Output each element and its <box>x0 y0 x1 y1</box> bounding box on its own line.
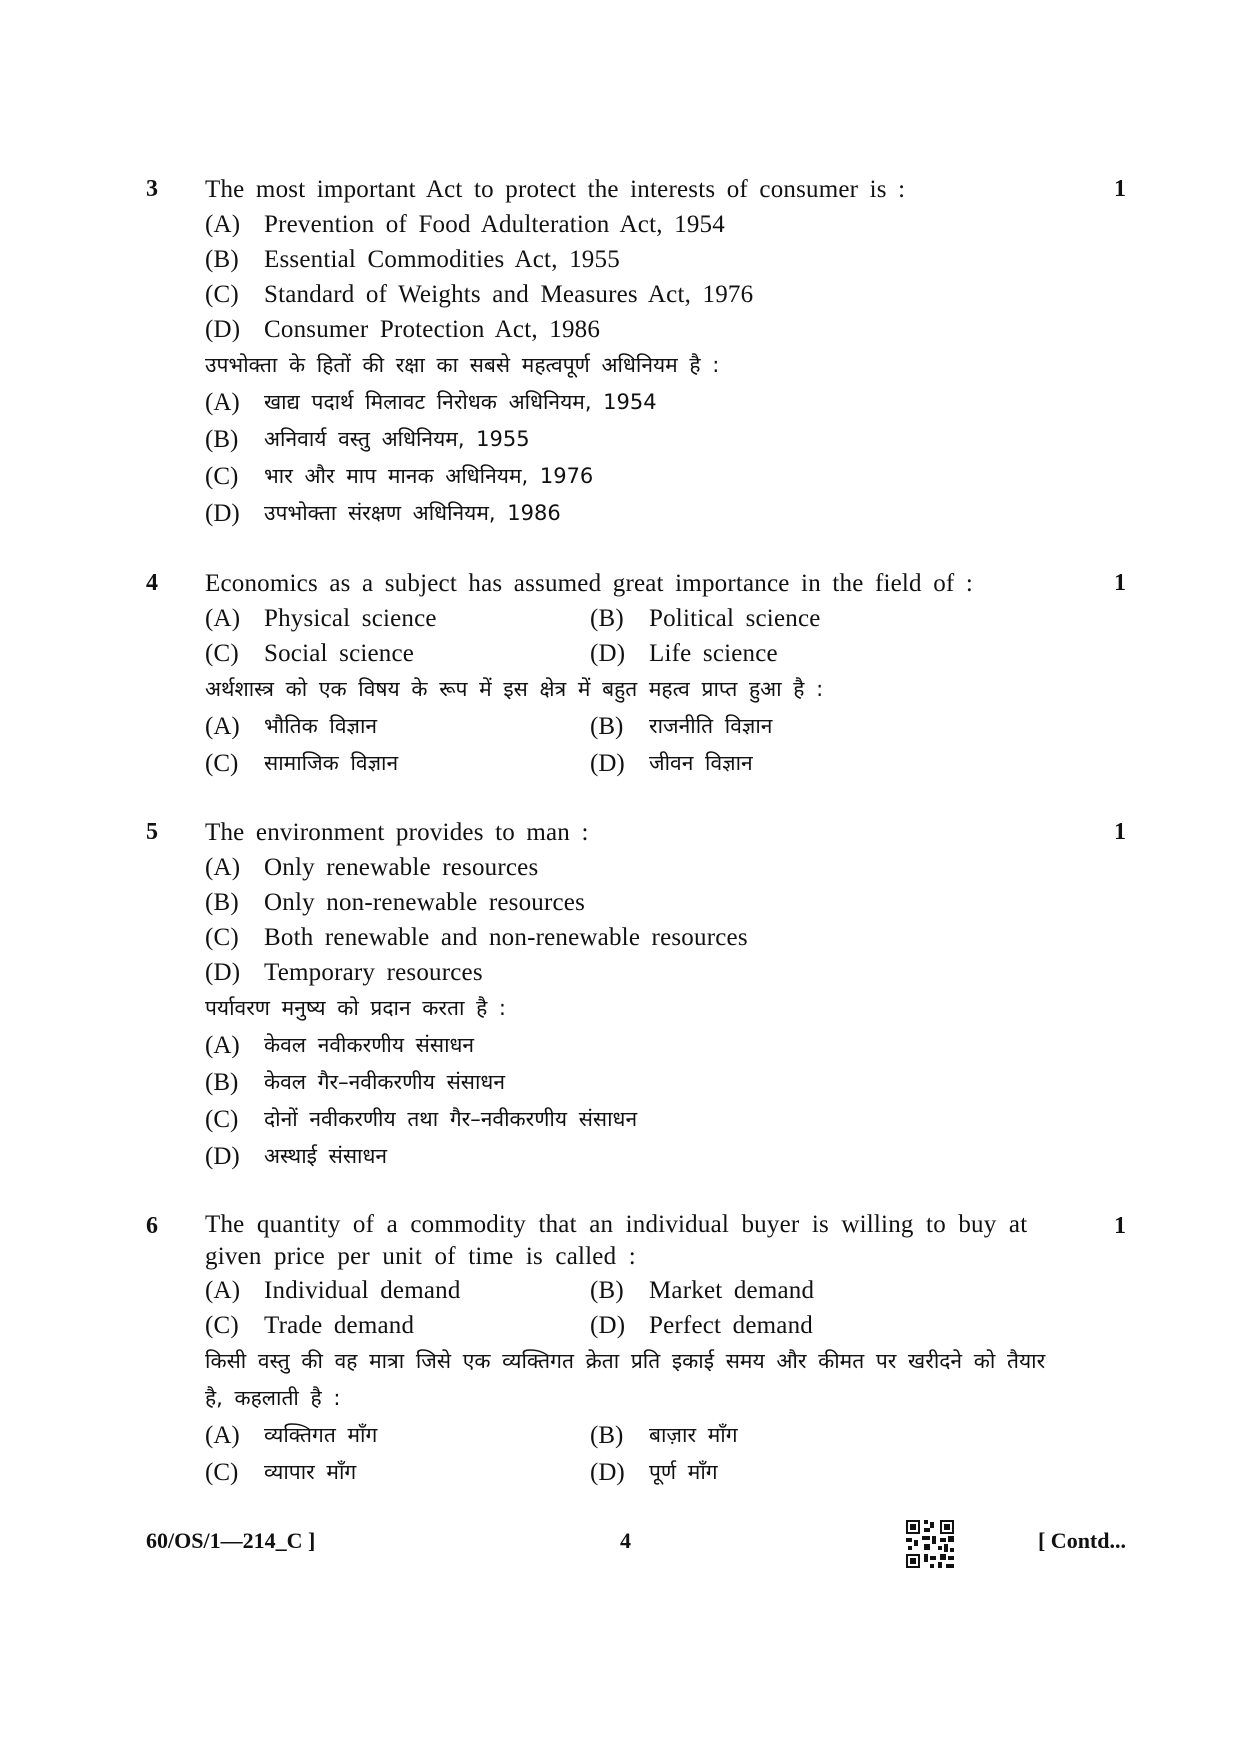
question-marks: 1 <box>1114 176 1126 202</box>
option-row-en <box>205 636 1055 671</box>
option-hi: (D) उपभोक्ता संरक्षण अधिनियम, 1986 <box>205 500 561 527</box>
option-row-hi <box>205 1454 1055 1491</box>
question-number: 4 <box>146 570 158 596</box>
option-en: (A) Only renewable resources <box>205 854 539 881</box>
option-en: (B) Essential Commodities Act, 1955 <box>205 246 620 273</box>
paper-code: 60/OS/1—214_C ] <box>146 1528 316 1553</box>
option-en: (B) Market demand <box>590 1277 815 1304</box>
option-en: (D) Life science <box>590 640 778 667</box>
question-number: 6 <box>146 1213 158 1239</box>
option-en: (C) Both renewable and non-renewable resources <box>205 924 748 951</box>
question-marks: 1 <box>1114 1213 1126 1239</box>
question-marks: 1 <box>1114 819 1126 845</box>
option-row-en <box>205 1273 1055 1308</box>
question-text-en: Economics as a subject has assumed great importance in the field of : <box>205 570 974 597</box>
page-footer <box>146 1524 1126 1574</box>
question-6 <box>146 1209 1126 1491</box>
continued-label: [ Contd... <box>1037 1528 1126 1553</box>
option-en: (C) Social science <box>205 640 415 667</box>
page-number: 4 <box>620 1528 631 1553</box>
option-hi: (B) अनिवार्य वस्तु अधिनियम, 1955 <box>205 426 530 453</box>
question-5 <box>146 815 1126 1175</box>
option-en: (A) Prevention of Food Adulteration Act, 1954 <box>205 211 725 238</box>
option-hi: (C) व्यापार माँग <box>205 1459 357 1486</box>
option-row-en <box>205 1308 1055 1343</box>
question-number: 3 <box>146 176 158 202</box>
option-hi: (A) भौतिक विज्ञान <box>205 713 378 740</box>
option-row-hi <box>205 708 1055 745</box>
question-3 <box>146 172 1126 532</box>
option-hi: (B) केवल गैर–नवीकरणीय संसाधन <box>205 1069 505 1096</box>
question-number: 5 <box>146 819 158 845</box>
option-hi: (A) केवल नवीकरणीय संसाधन <box>205 1032 475 1059</box>
option-en: (C) Standard of Weights and Measures Act, 1976 <box>205 281 754 308</box>
question-4 <box>146 566 1126 782</box>
option-en: (A) Physical science <box>205 605 437 632</box>
option-en: (D) Temporary resources <box>205 959 483 986</box>
option-hi: (C) भार और माप मानक अधिनियम, 1976 <box>205 463 594 490</box>
option-en: (B) Political science <box>590 605 821 632</box>
option-hi: (C) सामाजिक विज्ञान <box>205 750 399 777</box>
question-marks: 1 <box>1114 570 1126 596</box>
option-hi: (B) राजनीति विज्ञान <box>590 713 773 740</box>
option-en: (C) Trade demand <box>205 1312 415 1339</box>
option-en: (B) Only non-renewable resources <box>205 889 586 916</box>
question-text-hi: किसी वस्तु की वह मात्रा जिसे एक व्यक्तिगत क्रेता प्रति इकाई समय और कीमत पर खरीदने को तैयार है, कहलाती है : <box>205 1349 1046 1410</box>
option-row-en <box>205 601 1055 636</box>
option-en: (D) Consumer Protection Act, 1986 <box>205 316 601 343</box>
option-hi: (C) दोनों नवीकरणीय तथा गैर–नवीकरणीय संसाधन <box>205 1106 638 1133</box>
question-text-en: The quantity of a commodity that an individual buyer is willing to buy at given price per unit of time is called : <box>205 1211 1028 1270</box>
question-text-en: The most important Act to protect the interests of consumer is : <box>205 176 906 203</box>
question-text-hi: अर्थशास्त्र को एक विषय के रूप में इस क्षेत्र में बहुत महत्व प्राप्त हुआ है : <box>205 677 824 701</box>
option-en: (A) Individual demand <box>205 1277 461 1304</box>
option-hi: (B) बाज़ार माँग <box>590 1422 738 1449</box>
option-en: (D) Perfect demand <box>590 1312 813 1339</box>
option-row-hi <box>205 1417 1055 1454</box>
option-hi: (D) जीवन विज्ञान <box>590 750 753 777</box>
option-hi: (D) अस्थाई संसाधन <box>205 1143 388 1170</box>
option-hi: (A) खाद्य पदार्थ मिलावट निरोधक अधिनियम, 1954 <box>205 389 657 416</box>
question-text-en: The environment provides to man : <box>205 819 589 846</box>
option-hi: (A) व्यक्तिगत माँग <box>205 1422 378 1449</box>
question-text-hi: उपभोक्ता के हितों की रक्षा का सबसे महत्वपूर्ण अधिनियम है : <box>205 353 720 377</box>
question-text-hi: पर्यावरण मनुष्य को प्रदान करता है : <box>205 996 507 1020</box>
option-hi: (D) पूर्ण माँग <box>590 1459 718 1486</box>
qr-code-icon <box>904 1518 956 1570</box>
option-row-hi <box>205 745 1055 782</box>
